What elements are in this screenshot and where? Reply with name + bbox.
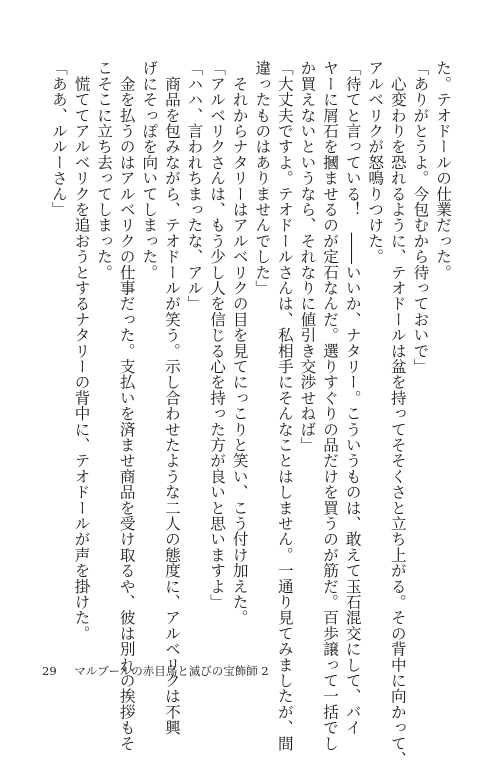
text-line: げにそっぽを向いてしまった。 bbox=[140, 60, 159, 280]
text-line: 商品を包みながら、テオドールが笑う。示し合わせたような二人の態度に、アルベリクは不興 bbox=[162, 60, 181, 736]
text-line: 心変わりを恐れるように、テオドールは盆を持ってそそくさと立ち上がる。その背中に向かって、 bbox=[388, 60, 407, 767]
text-line: か買えないというなら、それなりに値引き交渉せねば」 bbox=[298, 60, 317, 453]
book-title: マルブールの赤目鳥と滅びの宝飾師 2 bbox=[74, 664, 269, 678]
text-line: ヤーに屑石を摑ませるのが定石なんだ。選りすぐりの品だけを買うのが筋だ。百歩譲って一括でし bbox=[321, 60, 340, 751]
text-line: 「ああ、ルルーさん」 bbox=[49, 60, 68, 217]
text-line: 慌ててアルベリクを追おうとするナタリーの背中に、テオドールが声を掛けた。 bbox=[72, 60, 91, 641]
text-line: それからナタリーはアルベリクの目を見てにっこりと笑い、こう付け加えた。 bbox=[230, 60, 249, 626]
text-line: 「ありがとうよ。今包むから待っておいで」 bbox=[411, 60, 430, 374]
text-line: 「アルベリクさんは、もう少し人を信じる心を持った方が良いと思いますよ」 bbox=[208, 60, 227, 610]
text-line: 違ったものはありませんでした」 bbox=[253, 60, 272, 296]
text-line: 「ハハ、言われちまったな、アル」 bbox=[185, 60, 204, 312]
text-line: アルベリクが怒鳴りつけた。 bbox=[366, 60, 385, 265]
text-line: 「大丈夫ですよ。テオドールさんは、私相手にそんなことはしません。一通り見てみましたが、間 bbox=[275, 60, 294, 751]
text-line: こそこに立ち去ってしまった。 bbox=[95, 60, 114, 280]
page-footer bbox=[42, 663, 269, 679]
text-line: 金を払うのはアルベリクの仕事だった。支払いを済ませ商品を受け取るや、彼は別れの挨拶もそ bbox=[117, 60, 136, 751]
text-line: た。テオドールの仕業だった。 bbox=[434, 60, 452, 280]
page-number: 29 bbox=[42, 664, 57, 678]
text-line: 「待てと言っている！ ――いいか、ナタリー。こういうものは、敢えて玉石混交にして、バイ bbox=[343, 60, 362, 736]
